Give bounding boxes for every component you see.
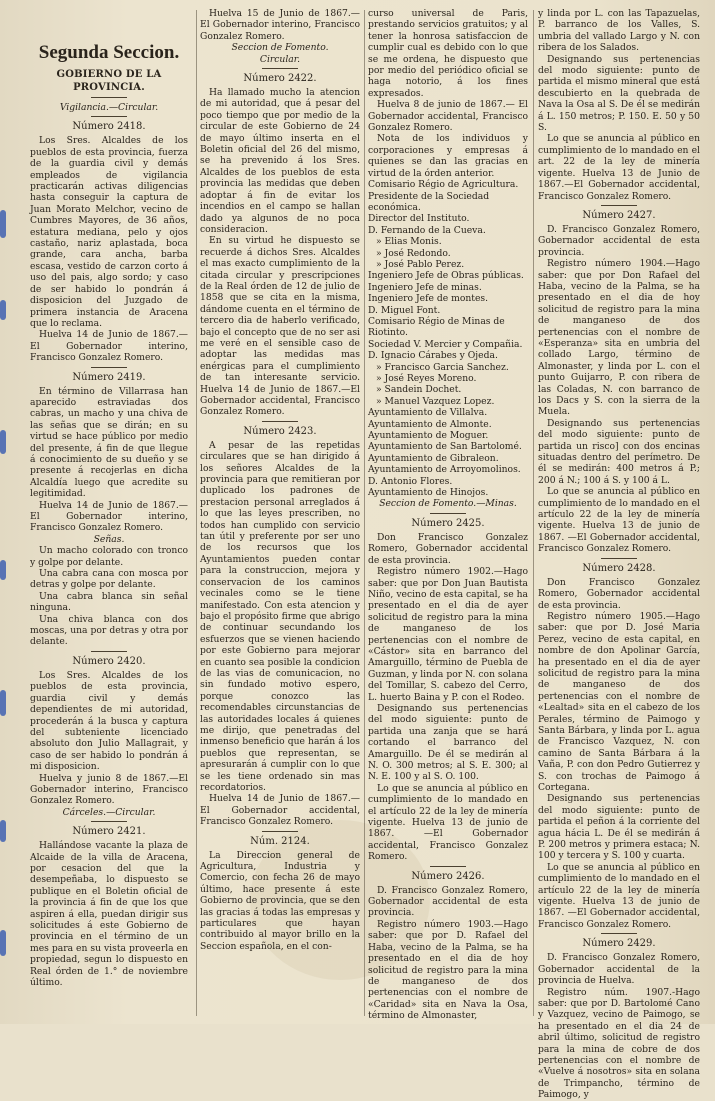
paragraph: En su virtud he dispuesto se recuerde á dichos Sres. Alcaldes el mas exacto cumplimiento de la citada circular y prescripciones de la Real órden de 12 de julio de 1858 que se cita en la misma, dándome cuenta en el término de tercero dia de haberlo verificado, bajo el concepto que de no ser asi me veré en el sensible caso de adoptar las medidas mas enérgicas para el cumplimiento de tan interesante servicio. Huelva 14 de Junio de 1867.—El Gobernador accidental, Francisco Gonzalez Romero. [200, 235, 360, 418]
list-item: Ayuntamiento de Moguer. [368, 430, 489, 442]
small-rule [262, 421, 298, 422]
column-4 [538, 8, 700, 1101]
subsection-label: Señas. [93, 533, 125, 545]
notice-number: Número 2418. [72, 121, 146, 133]
notice-number: Número 2420. [72, 655, 146, 667]
list-item: Ingeniero Jefe de montes. [368, 293, 489, 305]
page-edge-mark [0, 430, 6, 454]
list-item: Ingeniero Jefe de Obras públicas. [368, 270, 524, 282]
page-edge-mark [0, 300, 6, 320]
paragraph: Huelva 15 de Junio de 1867.— El Gobernador interino, Francisco Gonzalez Romero. [200, 8, 360, 42]
paragraph: Designando sus pertenencias del modo siguiente: punto de partida el mismo mineral que está descubierto en la quebrada de Nava la Osa al S. De él se medirán á L. 150 metros; P. 150. E. 50 y 50 S. [538, 53, 700, 134]
list-item: D. Antonio Flores. [368, 475, 453, 487]
subsection-label: Vigilancia.—Circular. [59, 102, 159, 113]
list-item: D. Miguel Font. [368, 304, 441, 316]
paragraph: Ha llamado mucho la atencion de mi autoridad, que á pesar del poco tiempo que por medio de la circular de este Gobierno de 24 de mayo último inserta en el Boletin oficial del 26 del mismo, se ha prevenido á los Sres. Alcaldes de los pueblos de esta provincia las medidas que deben adoptar á fin de evitar los incendios en el campo se hallan dado ya algunos de no poca consideracion. [200, 87, 360, 235]
paragraph: y linda por L. con las Tapazuelas, P. barranco de los Valles, S. umbria del vallado Largo y N. con ribera de los Salados. [538, 8, 700, 54]
subsection-label: Seccion de Fomento. [231, 42, 329, 54]
column-3 [368, 8, 528, 1020]
paragraph: Huelva 8 de junio de 1867.— El Gobernador accidental, Francisco Gonzalez Romero. [368, 99, 528, 134]
subsection-label: Seccion de Fomento.—Minas. [379, 498, 517, 510]
paragraph: Una cabra cana con mosca por detras y golpe por delante. [30, 568, 188, 591]
small-rule [430, 513, 466, 514]
list-item: Comisario Régio de Agricultura. [368, 179, 519, 191]
list-item: Ingeniero Jefe de minas. [368, 281, 482, 293]
column-2 [200, 8, 360, 1020]
small-rule [601, 933, 637, 934]
paragraph: Lo que se anuncia al público en cumplimiento de lo mandado en el artículo 22 de la ley de minería vigente. Huelva 13 de junio de 1867. —El Gobernador accidental, Francisco Gonzalez Romero. [538, 486, 700, 555]
paragraph: Registro número 1905.—Hago saber: que por D. José Maria Perez, vecino de esta capital, en nombre de don Apolinar García, ha presentado en el dia de ayer solicitud de registro para la mina de manganeso de dos pertenencias con el nombre de «Lealtad» sita en el cabezo de los Perales, término de Paimogo y Santa Bárbara, y linda por L. agua de Francisco Vazquez, N. con camino de Santa Bárbara á la Vaña, P. con don Pedro Gutierrez y S. con trochas de Paimogo á Cortegana. [538, 610, 700, 793]
small-rule [601, 205, 637, 206]
page-edge-mark [0, 930, 6, 956]
subsection-label: Circular. [259, 53, 301, 65]
notice-number: Número 2428. [582, 562, 656, 574]
paragraph: D. Francisco Gonzalez Romero, Gobernador accidental de esta provincia. [538, 223, 700, 258]
paragraph: Designando sus pertenencias del modo siguiente: punto de partida un risco] con dos encinas situadas dentro del perímetro. De él se medirán: 400 metros á P.; 200 á N.; 100 á S. y 100 á L. [538, 417, 700, 486]
list-item: Ayuntamiento de Arroyomolinos. [368, 464, 521, 476]
list-item: » Sandein Dochet. [376, 384, 462, 396]
small-rule [91, 821, 127, 822]
paragraph: curso universal de Paris, prestando servicios gratuitos; y al tener la honrosa satisfaccion de cumplir cual es debido con lo que se me ordena, he dispuesto que por medio del periódico oficial se haga notorio, á los fines expresados. [368, 8, 528, 99]
column-1 [30, 8, 188, 1020]
list-item: Ayuntamiento de Gibraleon. [368, 452, 499, 464]
paragraph: Registro núm. 1907.-Hago saber: que por D. Bartolomé Cano y Vazquez, vecino de Paimogo, se ha presentado en el dia 24 de abril último, solicitud de registro para la mina de cobre de dos pertenencias con el nombre de «Vuelve á nosotros» sita en solana de Trimpancho, término de Paimogo, y [538, 986, 700, 1101]
paragraph: Huelva y junio 8 de 1867.—El Gobernador interino, Francisco Gonzalez Romero. [30, 772, 188, 807]
list-item: Sociedad V. Mercier y Compañia. [368, 338, 523, 350]
column-rule [533, 10, 534, 1016]
paragraph: Los Sres. Alcaldes de los pueblos de esta provincia, guardia civil y demás dependientes de mi autoridad, procederán á la busca y captura del subteniente licenciado absoluto don Julio Mallagrait, y caso de ser habido lo pondrán á mi disposicion. [30, 669, 188, 773]
notice-number: Número 2429. [582, 938, 656, 950]
notice-number: Número 2423. [243, 425, 317, 437]
paragraph: En término de Villarrasa han aparecido estraviadas dos cabras, un macho y una chiva de las señas que se dirán; en su virtud se hace público por medio del presente, á fin de que llegue á conocimiento de su dueño y se presente á recojerlas en dicha Alcaldía luego que acredite su legitimidad. [30, 385, 188, 500]
page-edge-mark [0, 690, 6, 716]
list-item: » José Pablo Perez. [376, 258, 465, 270]
subsection-heading: GOBIERNO DE LA PROVINCIA. [56, 69, 162, 93]
small-rule [430, 866, 466, 867]
page-edge-mark [0, 560, 6, 580]
paragraph: Registro número 1902.—Hago saber: que por Don Juan Bautista Niño, vecino de esta capital, se ha presentado en el dia de ayer solicitud de registro para la mina de manganeso de los pertenencias con el nombre de «Cástor» sita en barranco del Amarguillo, término de Puebla de Guzman, y linda por N. con solana del Tomillar, S. cabezo del Cerro, L. huerto Baina y P. con el Rodeo. [368, 566, 528, 703]
paragraph: D. Francisco Gonzalez Romero, Gobernador accidental de esta provincia. [368, 884, 528, 919]
paragraph: Designando sus pertenencias del modo siguiente: punto de partida el peñon á la corriente del agua hácia L. De él se medirán á P. 200 metros y primera estaca; N. 100 y tercera y S. 100 y cuarta. [538, 793, 700, 862]
paragraph: Nota de los individuos y corporaciones y empresas á quienes se dan las gracias en virtud de la órden anterior. [368, 133, 528, 179]
list-item: D. Fernando de la Cueva. [368, 224, 486, 236]
list-item: Ayuntamiento de Hinojos. [368, 487, 489, 499]
notice-number: Número 2425. [411, 517, 485, 529]
list-item: Presidente de la Sociedad económica. [368, 190, 490, 213]
paragraph: Huelva 14 de Junio de 1867.— El Gobernador interino, Francisco Gonzalez Romero. [30, 499, 188, 534]
column-rule [196, 10, 197, 1016]
notice-number: Núm. 2124. [250, 835, 310, 847]
small-rule [262, 831, 298, 832]
list-item: » Francisco Garcia Sanchez. [376, 361, 509, 373]
section-heading: Segunda Seccion. [38, 42, 180, 63]
notice-number: Número 2426. [411, 870, 485, 882]
notice-number: Número 2422. [243, 73, 317, 85]
paragraph: Una cabra blanca sin señal ninguna. [30, 590, 188, 614]
small-rule [91, 97, 127, 98]
list-item: Comisario Régio de Minas de Riotinto. [368, 315, 505, 339]
list-item: D. Ignacio Cárabes y Ojeda. [368, 350, 498, 362]
notice-number: Número 2421. [72, 826, 146, 838]
paragraph: Registro número 1904.—Hago saber: que por Don Rafael del Haba, vecino de la Palma, se ha presentado en el dia de hoy solicitud de registro para la mina de manganeso de dos pertenencias con el nombre de «Esperanza» sita en umbria del collado Largo, término de Almonaster, y linda por L. con el punto Guijarro, P. con ribera de las Coladas, N. con barranco de los Dacs y S. con la sierra de la Muela. [538, 258, 700, 418]
page-edge-mark [0, 210, 6, 238]
paragraph: Lo que se anuncia al público en cumplimiento de lo mandado en el artículo 22 de la ley de minería vigente. Huelva 13 de junio de 1867. —El Gobernador accidental, Francisco Gonzalez Romero. [368, 782, 528, 863]
subsection-label: Cárceles.—Circular. [62, 806, 156, 818]
paragraph: Hallándose vacante la plaza de Alcaide de la villa de Aracena, por cesacion del que la desempeñaba, lo dispuesto se publique en el Boletin oficial de la provincia á fin de que los que aspiren á ella, puedan dirigir sus solicitudes á este Gobierno de provincia en el término de un mes para en su vista proveerla en propiedad, segun lo dispuesto en Real órden de 1.° de noviembre último. [30, 840, 188, 989]
paragraph: Don Francisco Gonzalez Romero, Gobernador accidental de esta provincia. [538, 576, 700, 611]
list-item: » José Reyes Moreno. [376, 373, 477, 384]
paragraph: Registro número 1903.—Hago saber: que por D. Rafael del Haba, vecino de la Palma, se ha presentado en el dia de hoy solicitud de registro para la mina de manganeso de dos pertenencias con el nombre de «Caridad» sita en Nava la Osa, término de Almonaster, [368, 918, 528, 1022]
list-item: Ayuntamiento de Almonte. [368, 418, 492, 430]
column-rule [364, 10, 365, 1016]
paragraph: Don Francisco Gonzalez Romero, Gobernador accidental de esta provincia. [368, 531, 528, 566]
small-rule [601, 558, 637, 559]
list-item: Ayuntamiento de San Bartolomé. [368, 441, 522, 453]
paragraph: D. Francisco Gonzalez Romero, Gobernador accidental de la provincia de Huelva. [538, 952, 700, 987]
paragraph: Un macho colorado con tronco y golpe por delante. [30, 545, 188, 568]
paragraph: Una chiva blanca con dos moscas, una por detras y otra por delante. [30, 613, 188, 648]
small-rule [262, 68, 298, 69]
list-item: » José Redondo. [376, 247, 451, 259]
small-rule [91, 651, 127, 652]
notice-number: Número 2419. [72, 371, 146, 383]
paragraph: Lo que se anuncia al público en cumplimiento de lo mandado en el artículo 22 de la ley de minería vigente. Huelva 13 de junio de 1867. —El Gobernador accidental, Francisco Gonzalez Romero. [538, 861, 700, 930]
small-rule [91, 116, 127, 117]
small-rule [91, 367, 127, 368]
list-item: Ayuntamiento de Villalva. [368, 407, 488, 419]
page-edge-mark [0, 820, 6, 842]
paragraph: La Direccion general de Agricultura, Industria y Comercio, con fecha 26 de mayo último, hace presente á este Gobierno de provincia, que se den las gracias á todas las empresas y particulares que hayan contribuido al mayor brillo en la Seccion española, en el con- [200, 849, 360, 952]
list-item: » Elias Monis. [376, 236, 442, 248]
paragraph: Designando sus pertenencias del modo siguiente: punto de partida una zanja que se hará cortando el barranco del Amarguillo. De él se medirán al N. O. 300 metros; al S. E. 300; al N. E. 100 y al S. O. 100. [368, 702, 528, 783]
paragraph: Huelva 14 de Junio de 1867.— El Gobernador accidental, Francisco Gonzalez Romero. [200, 793, 360, 828]
notice-number: Número 2427. [582, 209, 656, 221]
paragraph: A pesar de las repetidas circulares que se han dirigido á los señores Alcaldes de la provincia para que remitieran por duplicado los padrones de prestacion personal arreglados á lo que las leyes prescriben, no todos han cumplido con servicio tan útil y preferente por ser uno de los recursos que los Ayuntamientos pueden contar para la construccion, mejora y conservacion de los caminos vecinales como se le tiene manifestado. Con esta atencion y bajo el propósito firme que abrigo de continuar secundando los esfuerzos que se vienen haciendo por este Gobierno para mejorar en cuanto sea posible la condicion de las vias de comunicacion, no sin fundado motivo espero, porque conozco las recomendables circunstancias de las autoridades locales á quienes me dirijo, que penetradas del inmenso beneficio que harán á los pueblos que representan, se apresurarán á cumplir con lo que se les tiene ordenado sin mas recordatorios. [200, 439, 360, 793]
paragraph: Lo que se anuncia al público en cumplimiento de lo mandado en el art. 22 de la ley de minería vigente. Huelva 13 de Junio de 1867.—El Gobernador accidental, Francisco Gonzalez Romero. [538, 133, 700, 202]
paragraph: Los Sres. Alcaldes de los pueblos de esta provincia, fuerza de la guardia civil y demás empleados de vigilancia practicarán activas diligencias hasta conseguir la captura de Juan Morato Melchor, vecino de Cumbres Mayores, de 36 años, estatura mediana, pelo y ojos castaño, nariz aplastada, boca grande, cara ancha, barba escasa, vestido de carzon corto á uso del pais, algo sordo; y caso de ser habido lo pondrán á disposicion del Juzgado de primera instancia de Aracena que lo reclama. [30, 135, 188, 329]
paragraph: Huelva 14 de Junio de 1867.— El Gobernador interino, Francisco Gonzalez Romero. [30, 329, 188, 364]
list-item: Director del Instituto. [368, 213, 470, 225]
list-item: » Manuel Vazquez Lopez. [376, 395, 495, 407]
